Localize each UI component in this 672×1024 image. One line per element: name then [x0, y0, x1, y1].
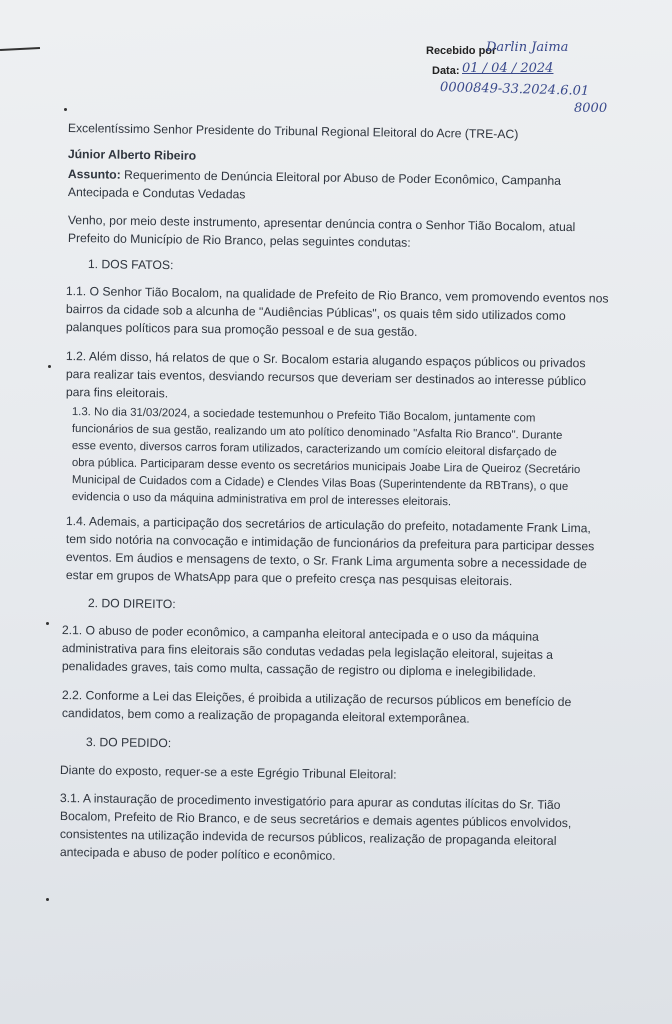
- paragraph-line: candidatos, bem como a realização de propaganda eleitoral extemporânea.: [61, 705, 470, 726]
- paragraph-line: antecipada e abuso de poder político e econômico.: [59, 844, 336, 863]
- protocol-number: 0000849-33.2024.6.01: [439, 80, 590, 99]
- date-label: Data:: [432, 65, 460, 77]
- section-heading: 3. DO PEDIDO:: [85, 734, 172, 751]
- received-name: Darlin Jaima: [486, 40, 569, 55]
- paragraph-line: esse evento, diversos carros foram utilizados, caracterizando um comício eleitoral disfarçado de: [71, 439, 557, 459]
- section-heading: 1. DOS FATOS:: [87, 256, 174, 273]
- subject-line: Antecipada e Condutas Vedadas: [67, 184, 246, 202]
- paragraph-line: consistentes na utilização indevida de recursos públicos, realização de propaganda eleitoral: [59, 826, 557, 848]
- paragraph-line: palanques políticos para sua promoção pessoal e de sua gestão.: [65, 319, 418, 339]
- paragraph-line: Bocalom, Prefeito de Rio Branco, e de seus secretários e demais agentes públicos envolvidos,: [59, 808, 572, 831]
- paragraph-line: 1.3. No dia 31/03/2024, a sociedade testemunhou o Prefeito Tião Bocalom, juntamente com: [71, 405, 536, 425]
- paragraph-line: Diante do exposto, requer-se a este Egrégio Tribunal Eleitoral:: [59, 762, 397, 782]
- date-value: 01 / 04 / 2024: [462, 61, 554, 76]
- paragraph-line: Municipal de Cuidados com a Cidade) e Clendes Vilas Boas (Superintendente da RBTrans), o que: [71, 473, 569, 493]
- paragraph-line: penalidades graves, tais como multa, cassação de registro ou diploma e inelegibilidade.: [61, 658, 537, 680]
- punch-dot: [48, 365, 51, 368]
- paragraph-line: 1.4. Ademais, a participação dos secretários de articulação do prefeito, notadamente Frank Lima,: [65, 513, 591, 536]
- paragraph-line: administrativa para fins eleitorais são condutas vedadas pela legislação eleitoral, sujeitas a: [61, 640, 554, 662]
- paragraph-line: eventos. Em áudios e mensagens de texto, o Sr. Frank Lima argumenta sobre a necessidade de: [65, 549, 587, 572]
- subject-label: Assunto:: [67, 166, 121, 182]
- section-heading: 2. DO DIREITO:: [87, 595, 176, 612]
- protocol-suffix: 8000: [574, 101, 608, 116]
- paragraph-line: para realizar tais eventos, desviando recursos que deveriam ser destinados ao interesse público: [65, 366, 587, 389]
- paragraph-line: para fins eleitorais.: [65, 384, 169, 401]
- addressee: Excelentíssimo Senhor Presidente do Tribunal Regional Eleitoral do Acre (TRE-AC): [67, 120, 519, 142]
- punch-dot: [46, 622, 49, 625]
- paragraph-line: estar em grupos de WhatsApp para que o prefeito cresça nas pesquisas eleitorais.: [65, 567, 513, 589]
- paragraph-line: 2.1. O abuso de poder econômico, a campanha eleitoral antecipada e o uso da máquina: [61, 622, 539, 644]
- paragraph-line: 2.2. Conforme a Lei das Eleições, é proibida a utilização de recursos públicos em benefício de: [61, 687, 572, 710]
- subject-line: Requerimento de Denúncia Eleitoral por Abuso de Poder Econômico, Campanha: [120, 167, 562, 188]
- paragraph-line: 1.1. O Senhor Tião Bocalom, na qualidade de Prefeito de Rio Branco, vem promovendo eventos nos: [65, 283, 609, 306]
- paragraph-line: obra pública. Participaram desse evento os secretários municipais Joabe Lira de Queiroz (Secretário: [71, 456, 581, 477]
- paragraph-line: 1.2. Além disso, há relatos de que o Sr. Bocalom estaria alugando espaços públicos ou privados: [65, 348, 586, 371]
- intro-line: Venho, por meio deste instrumento, apresentar denúncia contra o Senhor Tião Bocalom, atual: [67, 212, 576, 235]
- punch-dot: [64, 108, 67, 111]
- received-label: Recebido por: [426, 45, 497, 57]
- paragraph-line: evidencia o uso da máquina administrativa em prol de interesses eleitorais.: [71, 490, 452, 509]
- paragraph-line: tem sido notória na convocação e intimidação de funcionários da prefeitura para participar desses: [65, 531, 595, 554]
- paragraph-line: 3.1. A instauração de procedimento investigatório para apurar as condutas ilícitas do Sr. Tião: [59, 790, 561, 812]
- author-name: Júnior Alberto Ribeiro: [67, 146, 197, 163]
- paragraph-line: bairros da cidade sob a alcunha de "Audiências Públicas", os quais têm sido utilizados como: [65, 301, 566, 323]
- fold-mark: [0, 47, 40, 51]
- intro-line: Prefeito do Município de Rio Branco, pelas seguintes condutas:: [67, 230, 411, 250]
- punch-dot: [46, 898, 49, 901]
- paragraph-line: funcionários de sua gestão, realizando um ato político denominado "Asfalta Rio Branco". Durante: [71, 422, 563, 442]
